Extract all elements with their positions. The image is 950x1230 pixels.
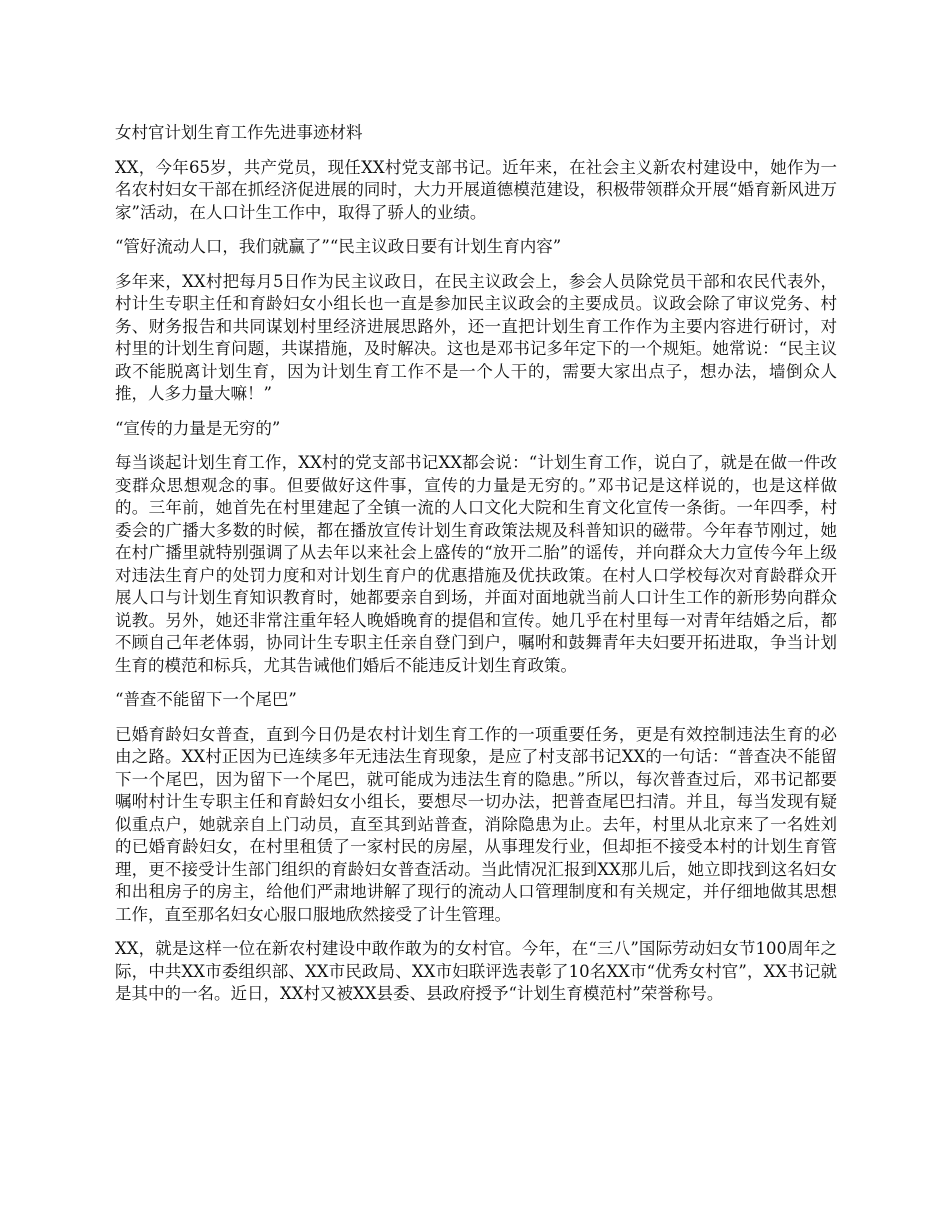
document-title: 女村官计划生育工作先进事迹材料 xyxy=(115,123,363,142)
section-heading-publicity: “宣传的力量是无穷的” xyxy=(115,418,281,438)
section-heading-democracy: “管好流动人口，我们就赢了”“民主议政日要有计划生育内容” xyxy=(115,237,562,256)
section-heading-census: “普查不能留下一个尾巴” xyxy=(115,690,297,709)
census-paragraph: 已婚育龄妇女普查，直到今日仍是农村计划生育工作的一项重要任务，更是有效控制违法生育的必由之路。XX村正因为已连续多年无违法生育现象，是应了村支部书记XX的一句话：“普查决不能留下一个尾巴，因为留下一个尾巴，就可能成为违法生育的隐患。”所以，每次普查过后，邓书记都要嘱咐村计生专职主任和育龄妇女小组长，要想尽一切办法，把普查尾巴扫清。并且，每当发现有疑似重点户，她就亲自上门动员，直至其到站普查，消除隐患为止。去年，村里从北京来了一名姓刘的已婚育龄妇女，在村里租赁了一家村民的房屋，从事理发行业，但却拒不接受本村的计划生育管理，更不接受计生部门组织的育龄妇女普查活动。当此情况汇报到XX那儿后，她立即找到这名妇女和出租房子的房主，给他们严肃地讲解了现行的流动人口管理制度和有关规定，并仔细地做其思想工作，直至那名妇女心服口服地欣然接受了计生管理。 xyxy=(115,724,837,924)
intro-paragraph: XX，今年65岁，共产党员，现任XX村党支部书记。近年来，在社会主义新农村建设中，她作为一名农村妇女干部在抓经济促进展的同时，大力开展道德模范建设，积极带领群众开展“婚育新风进万家”活动，在人口计生工作中，取得了骄人的业绩。 xyxy=(115,157,837,222)
conclusion-paragraph: XX，就是这样一位在新农村建设中敢作敢为的女村官。今年，在“三八”国际劳动妇女节100周年之际，中共XX市委组织部、XX市民政局、XX市妇联评选表彰了10名XX市“优秀女村官”，XX书记就是其中的一名。近日，XX村又被XX县委、县政府授予“计划生育模范村”荣誉称号。 xyxy=(115,939,837,1003)
democracy-paragraph: 多年来，XX村把每月5日作为民主议政日，在民主议政会上，参会人员除党员干部和农民代表外，村计生专职主任和育龄妇女小组长也一直是参加民主议政会的主要成员。议政会除了审议党务、村务、财务报告和共同谋划村里经济进展思路外，还一直把计划生育工作作为主要内容进行研讨，对村里的计划生育问题，共谋措施，及时解决。这也是邓书记多年定下的一个规矩。她常说：“民主议政不能脱离计划生育，因为计划生育工作不是一个人干的，需要大家出点子，想办法，墙倒众人推，人多力量大嘛！” xyxy=(115,271,837,403)
publicity-paragraph: 每当谈起计划生育工作，XX村的党支部书记XX都会说：“计划生育工作，说白了，就是在做一件改变群众思想观念的事。但要做好这件事，宣传的力量是无穷的。”邓书记是这样说的，也是这样做的。三年前，她首先在村里建起了全镇一流的人口文化大院和生育文化宣传一条街。一年四季，村委会的广播大多数的时候，都在播放宣传计划生育政策法规及科普知识的磁带。今年春节刚过，她在村广播里就特别强调了从去年以来社会上盛传的“放开二胎”的谣传，并向群众大力宣传今年上级对违法生育户的处罚力度和对计划生育户的优惠措施及优扶政策。在村人口学校每次对育龄群众开展人口与计划生育知识教育时，她都要亲自到场，并面对面地就当前人口计生工作的新形势向群众说教。另外，她还非常注重年轻人晚婚晚育的提倡和宣传。她几乎在村里每一对青年结婚之后，都不顾自己年老体弱，协同计生专职主任亲自登门到户，嘱咐和鼓舞青年夫妇要开拓进取，争当计划生育的模范和标兵，尤其告诫他们婚后不能违反计划生育政策。 xyxy=(115,453,837,675)
document-page xyxy=(115,122,837,1018)
